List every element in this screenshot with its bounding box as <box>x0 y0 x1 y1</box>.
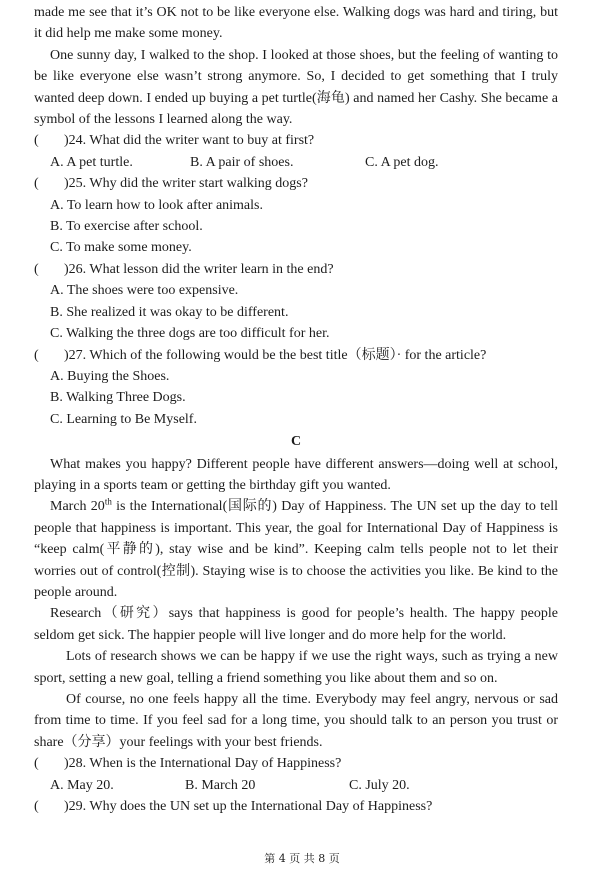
date-text: March 20 <box>50 499 105 515</box>
paragraph-lots-of-research: Lots of research shows we can be happy if we use the right ways, such as trying a new sport, setting a new goal, telling a friend something you like about them and so on. <box>34 649 558 686</box>
answer-blank[interactable]: ( <box>34 133 39 149</box>
paragraph-research: Research（研究）says that happiness is good for people’s health. The happy people seldom get sick. The happier people will live longer and do more help for the world. <box>34 606 558 643</box>
question-text: )24. What did the writer want to buy at first? <box>64 133 315 149</box>
question-28-options <box>34 775 558 796</box>
option-a: A. Buying the Shoes. <box>50 368 170 384</box>
question-text: )25. Why did the writer start walking dogs? <box>64 176 308 192</box>
option-c: C. July 20. <box>349 777 410 793</box>
option-a: A. To learn how to look after animals. <box>50 197 263 213</box>
option-a: A. May 20. <box>50 777 114 793</box>
answer-blank[interactable]: ( <box>34 261 39 277</box>
question-27 <box>34 345 558 366</box>
paragraph-march-20 <box>34 496 558 603</box>
option-b: B. A pair of shoes. <box>190 154 294 170</box>
question-text: )26. What lesson did the writer learn in the end? <box>64 261 334 277</box>
question-text: )28. When is the International Day of Happiness? <box>64 756 342 772</box>
option-b: B. She realized it was okay to be different. <box>50 304 289 320</box>
option-b: B. March 20 <box>185 777 256 793</box>
paragraph-of-course: Of course, no one feels happy all the time. Everybody may feel angry, nervous or sad from time to time. If you feel sad for a long time, you should talk to an person you trust or share（分享）your feelings with your best friends. <box>34 692 558 750</box>
answer-blank[interactable]: ( <box>34 176 39 192</box>
option-a: A. The shoes were too expensive. <box>50 283 239 299</box>
section-heading: C <box>290 434 302 450</box>
option-a: A. A pet turtle. <box>50 154 133 170</box>
paragraph-text: is the International(国际的) Day of Happiness. The UN set up the day to tell people that happiness is important. This year, the goal for International Day of Happiness is “keep calm(平静的), stay wise and be kind”. Keeping calm tells people not to let their worries out of control(控制). Staying wise is to choose the activities you like. Be kind to the people around. <box>34 499 558 600</box>
option-c: C. Walking the three dogs are too difficult for her. <box>50 326 330 342</box>
question-25 <box>34 173 558 194</box>
paragraph-sunny-day: One sunny day, I walked to the shop. I looked at those shoes, but the feeling of wanting to be like everyone else wasn’t strong anymore. So, I decided to get something that I truly wanted deep down. I ended up buying a pet turtle(海龟) and named her Cashy. She became a symbol of the lessons I learned along the way. <box>34 47 558 128</box>
ordinal-suffix: th <box>104 496 112 507</box>
option-c: C. Learning to Be Myself. <box>50 411 197 427</box>
question-28 <box>34 753 558 774</box>
option-b: B. Walking Three Dogs. <box>50 390 186 406</box>
answer-blank[interactable]: ( <box>34 799 39 815</box>
question-text: )29. Why does the UN set up the International Day of Happiness? <box>64 799 433 815</box>
question-26 <box>34 259 558 280</box>
question-24-options <box>34 152 558 173</box>
paragraph-what-makes-happy: What makes you happy? Different people have different answers—doing well at school, playing in a sports team or getting the birthday gift you wanted. <box>34 456 558 493</box>
question-24 <box>34 130 558 151</box>
option-b: B. To exercise after school. <box>50 219 203 235</box>
question-text: )27. Which of the following would be the best title（标题）· for the article? <box>64 347 487 363</box>
option-c: C. To make some money. <box>50 240 192 256</box>
option-c: C. A pet dog. <box>365 154 439 170</box>
page-footer: 第 4 页 共 8 页 <box>264 852 340 865</box>
question-29 <box>34 796 558 817</box>
answer-blank[interactable]: ( <box>34 756 39 772</box>
page-content <box>34 2 558 817</box>
paragraph-continued: made me see that it’s OK not to be like everyone else. Walking dogs was hard and tiring, but it did help me make some money. <box>34 5 558 42</box>
answer-blank[interactable]: ( <box>34 347 39 363</box>
